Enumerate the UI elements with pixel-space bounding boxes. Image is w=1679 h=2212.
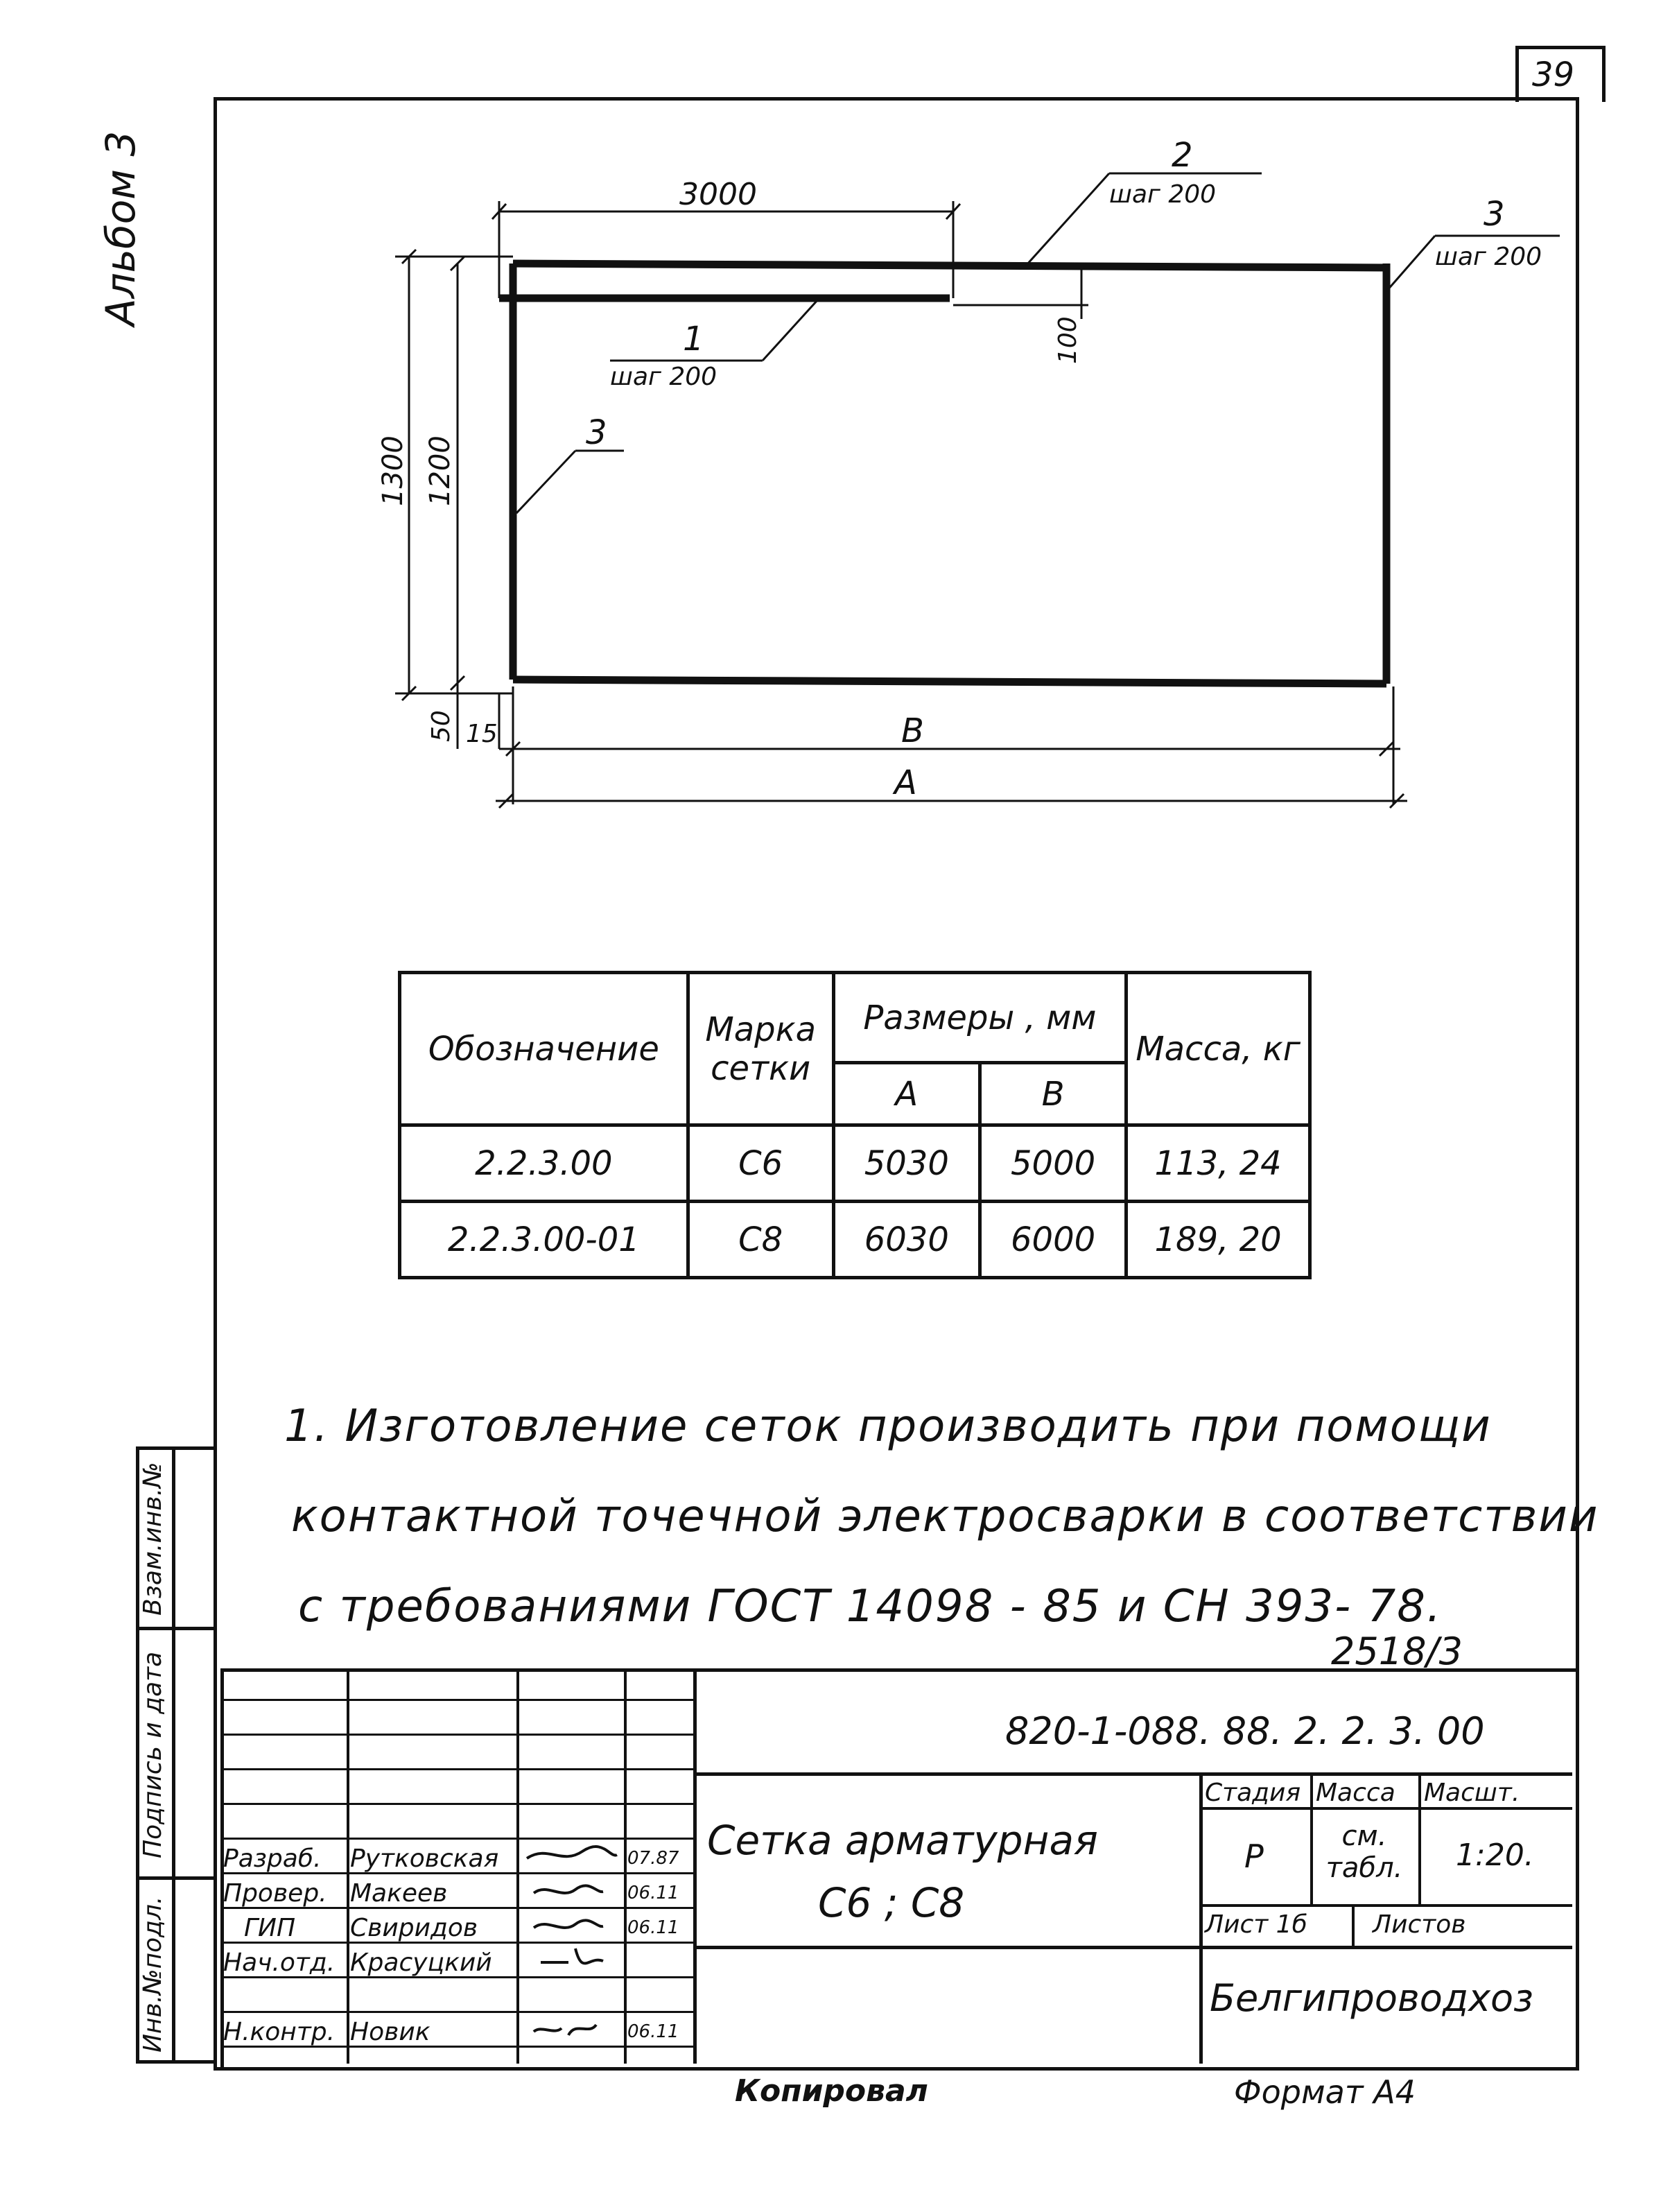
pos2-number: 2: [1172, 136, 1193, 175]
side-label-inv: Инв.№подл.: [139, 1896, 167, 2053]
scale-value: 1:20.: [1456, 1838, 1534, 1873]
pos3-right-step: шаг 200: [1435, 243, 1542, 271]
row-designation: 2.2.3.00-01: [400, 1202, 688, 1278]
title-line-2: С6 ; С8: [818, 1879, 965, 1926]
sig-role: ГИП: [244, 1914, 296, 1942]
row-b: 6000: [980, 1202, 1126, 1278]
spec-table: [398, 971, 1312, 1279]
stage-label: Стадия: [1205, 1779, 1301, 1807]
stamp-number: 2518/3: [1331, 1630, 1463, 1673]
footer-copied: Копировал: [735, 2073, 928, 2109]
side-label-vzam: Взам.инв.№: [139, 1462, 167, 1616]
sig-date: 06.11: [627, 1883, 679, 1903]
album-label: Альбом 3: [97, 130, 144, 326]
dim-1200: 1200: [424, 435, 456, 506]
title-line-1: Сетка арматурная: [707, 1817, 1098, 1864]
row-mass: 113, 24: [1126, 1125, 1310, 1202]
header-col-b: B: [980, 1063, 1126, 1125]
bar-top: [513, 263, 1386, 268]
mass-label: Масса: [1316, 1779, 1395, 1807]
sig-role: Провер.: [223, 1879, 327, 1908]
sheets-label: Листов: [1373, 1910, 1466, 1939]
note-line-3: с требованиями ГОСТ 14098 - 85 и СН 393- 78.: [298, 1581, 1443, 1632]
signature-marks: [520, 1838, 624, 2046]
pos3-right-number: 3: [1484, 195, 1505, 234]
sig-name: Рутковская: [350, 1844, 499, 1873]
stage-value: Р: [1244, 1838, 1264, 1875]
sig-name: Свиридов: [350, 1914, 478, 1942]
dim-100: 100: [1054, 316, 1082, 364]
mesh-drawing: [0, 0, 1679, 867]
dim-3000: 3000: [679, 177, 757, 212]
sig-date: 07.87: [627, 1848, 679, 1869]
row-b: 5000: [980, 1125, 1126, 1202]
sheet-label: Лист 1б: [1205, 1910, 1307, 1939]
footer-format: Формат А4: [1234, 2073, 1416, 2111]
doc-code: 820-1-088. 88. 2. 2. 3. 00: [1005, 1709, 1485, 1753]
pos1-step: шаг 200: [610, 363, 717, 391]
note-line-2: контактной точечной электросварки в соответствии: [291, 1491, 1599, 1542]
row-mark: С6: [688, 1125, 833, 1202]
header-col-a: A: [833, 1063, 980, 1125]
bar-bottom: [513, 680, 1386, 684]
pos1-number: 1: [683, 320, 704, 358]
row-mass: 189, 20: [1126, 1202, 1310, 1278]
sig-role: Н.контр.: [223, 2018, 336, 2046]
sig-name: Красуцкий: [350, 1949, 492, 1977]
dim-B: B: [901, 711, 924, 750]
organization: Белгипроводхоз: [1210, 1976, 1533, 2020]
header-sizes: Размеры , мм: [833, 973, 1126, 1063]
scale-label: Масшт.: [1424, 1779, 1520, 1807]
sig-role: Разраб.: [223, 1844, 322, 1873]
sig-date: 06.11: [627, 1917, 679, 1938]
pos2-step: шаг 200: [1109, 180, 1217, 209]
dim-15: 15: [466, 720, 498, 748]
table-row: [400, 1202, 1310, 1278]
header-mass: Масса, кг: [1126, 973, 1310, 1125]
row-a: 6030: [833, 1202, 980, 1278]
mass-value: см. табл.: [1325, 1820, 1403, 1884]
header-designation: Обозначение: [400, 973, 688, 1125]
note-line-1: 1. Изготовление сеток производить при помощи: [284, 1401, 1492, 1452]
pos3-left-number: 3: [586, 413, 607, 452]
table-row: [400, 1125, 1310, 1202]
row-designation: 2.2.3.00: [400, 1125, 688, 1202]
sig-date: 06.11: [627, 2021, 679, 2042]
sig-role: Нач.отд.: [223, 1949, 336, 1977]
dim-A: A: [894, 763, 917, 802]
dim-1300: 1300: [377, 435, 409, 506]
dim-50: 50: [427, 710, 455, 742]
row-mark: С8: [688, 1202, 833, 1278]
side-label-sign: Подпись и дата: [139, 1651, 167, 1858]
sig-name: Макеев: [350, 1879, 448, 1908]
sig-name: Новик: [350, 2018, 430, 2046]
row-a: 5030: [833, 1125, 980, 1202]
header-mark: Марка сетки: [688, 973, 833, 1125]
sheet-number: 39: [1532, 55, 1575, 94]
